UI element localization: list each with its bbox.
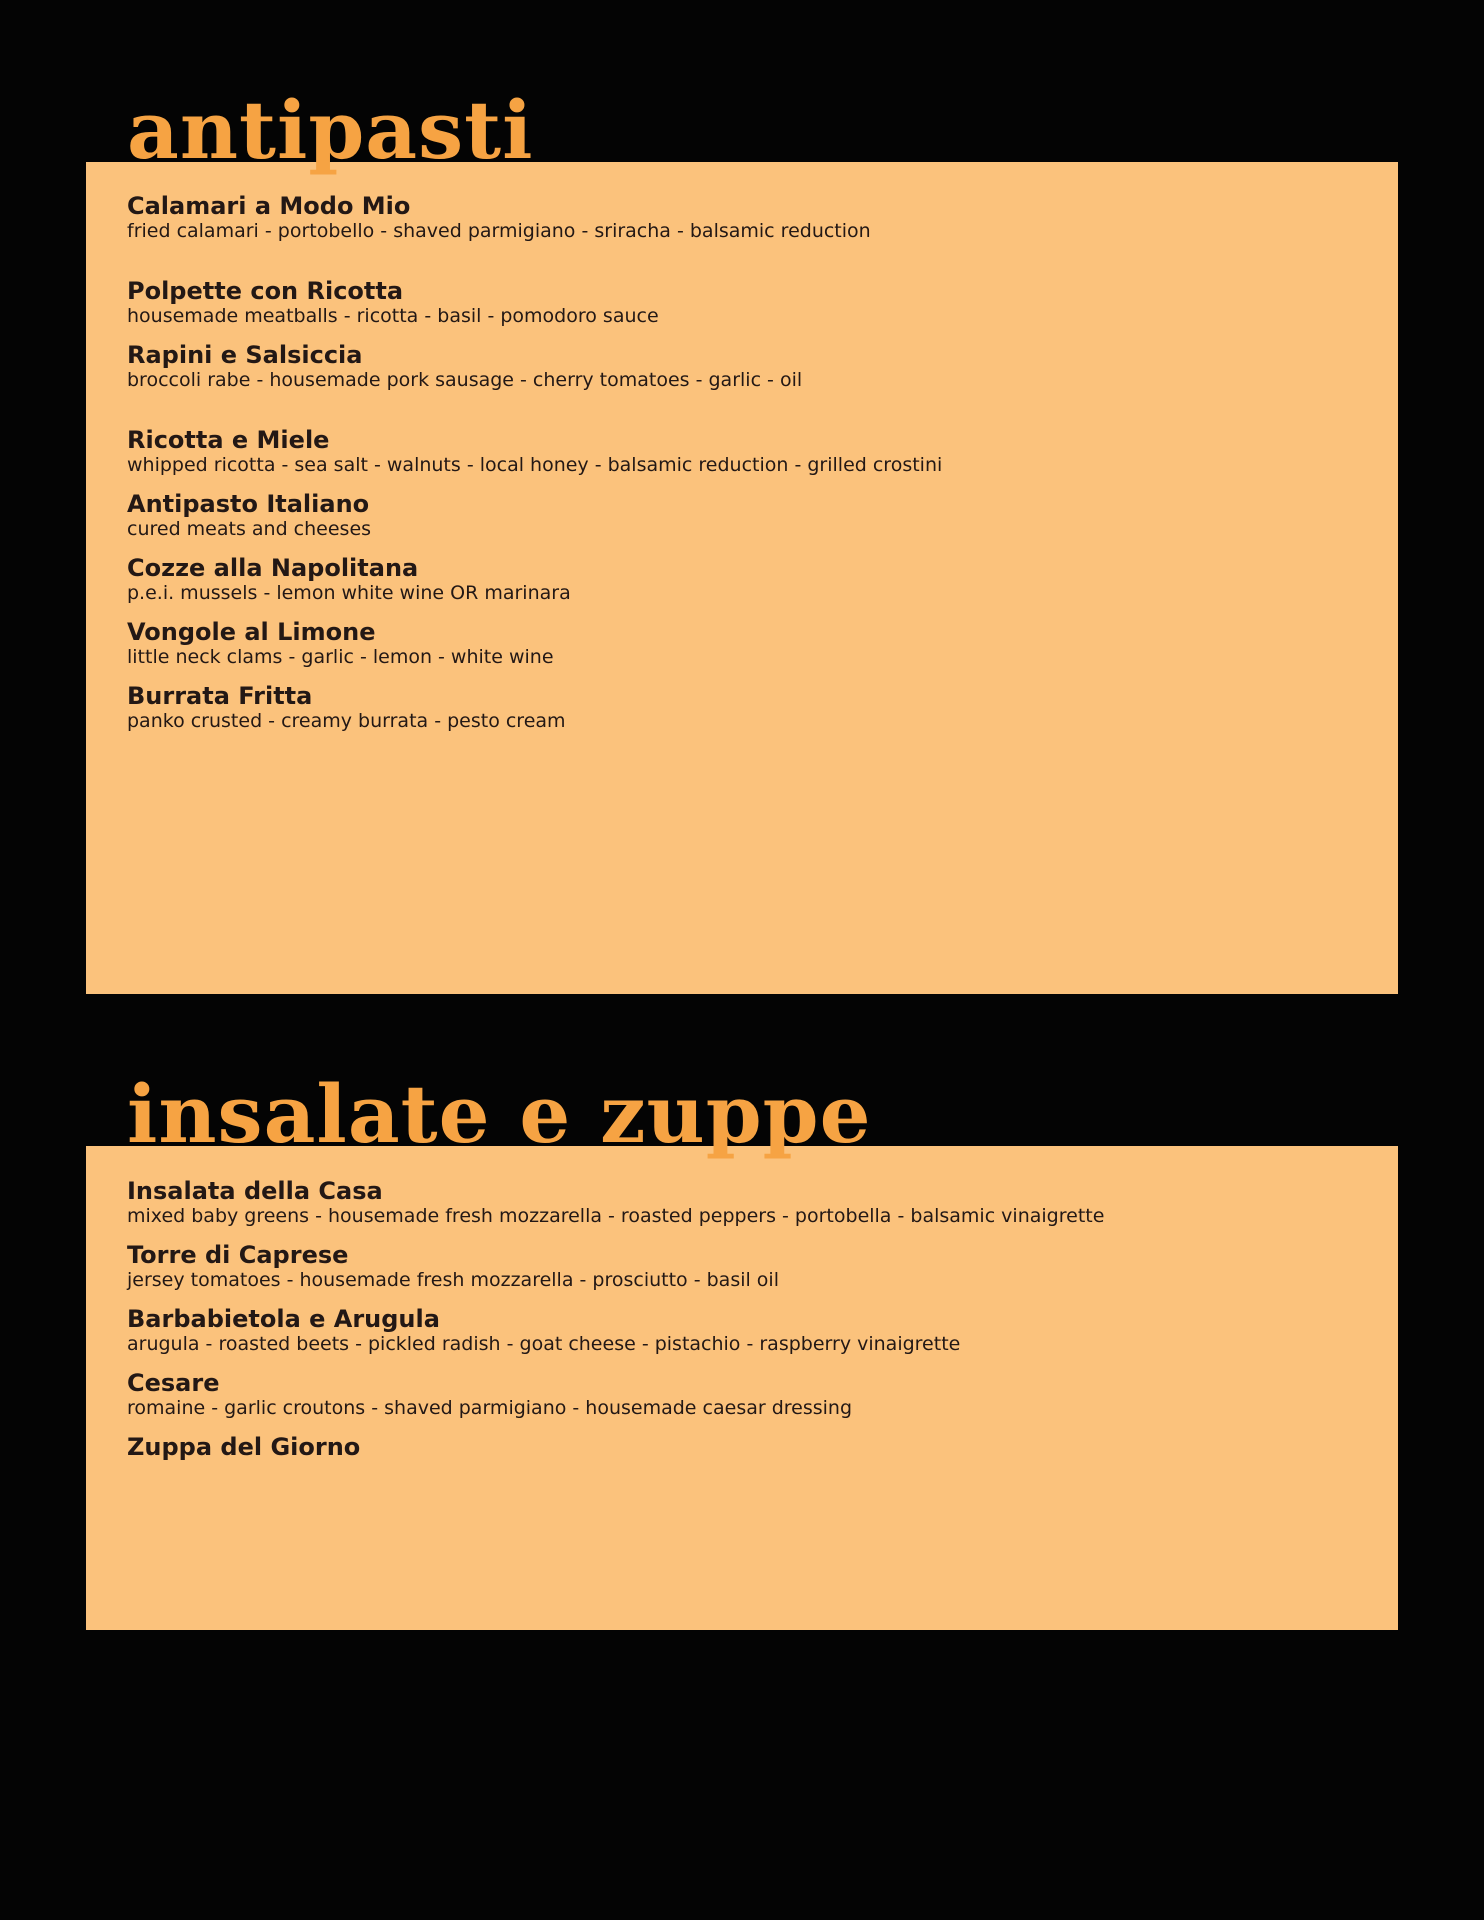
menu-item-name: Barbabietola e Arugula [127,1305,440,1333]
insalate-menu-list [127,1177,1347,1474]
menu-item-ricotta [127,426,1347,477]
menu-item-name: Calamari a Modo Mio [127,192,411,220]
antipasti-heading: antipasti [127,83,534,177]
menu-item-rapini [127,341,1347,392]
menu-item-description: little neck clams - garlic - lemon - white wine [127,646,554,668]
menu-item-description: mixed baby greens - housemade fresh mozzarella - roasted peppers - portobella - balsamic vinaigrette [127,1205,1105,1227]
menu-item-name: Torre di Caprese [127,1241,349,1269]
menu-item-cozze [127,554,1347,605]
menu-item-name: Cozze alla Napolitana [127,554,419,582]
menu-item-description: romaine - garlic croutons - shaved parmigiano - housemade caesar dressing [127,1397,853,1419]
menu-item-name: Cesare [127,1369,220,1397]
menu-item-description: housemade meatballs - ricotta - basil - pomodoro sauce [127,305,659,327]
menu-item-name: Antipasto Italiano [127,490,370,518]
menu-item-description: panko crusted - creamy burrata - pesto cream [127,710,566,732]
menu-item-description: p.e.i. mussels - lemon white wine OR marinara [127,582,571,604]
menu-item-cesare [127,1369,1347,1420]
menu-item-description: cured meats and cheeses [127,518,372,540]
menu-item-description: fried calamari - portobello - shaved parmigiano - sriracha - balsamic reduction [127,220,871,242]
menu-item-name: Polpette con Ricotta [127,277,404,305]
menu-item-zuppa [127,1433,1347,1461]
menu-item-name: Vongole al Limone [127,618,376,646]
menu-item-name: Burrata Fritta [127,682,313,710]
menu-item-polpette [127,277,1347,328]
menu-item-burrata [127,682,1347,733]
menu-item-name: Ricotta e Miele [127,426,330,454]
menu-item-insalata-casa [127,1177,1347,1228]
menu-item-description: arugula - roasted beets - pickled radish - goat cheese - pistachio - raspberry vinaigrette [127,1333,961,1355]
menu-item-name: Zuppa del Giorno [127,1433,361,1461]
menu-item-caprese [127,1241,1347,1292]
antipasti-menu-list [127,192,1347,746]
menu-item-barbabietola [127,1305,1347,1356]
menu-item-vongole [127,618,1347,669]
menu-item-description: broccoli rabe - housemade pork sausage - cherry tomatoes - garlic - oil [127,369,803,391]
menu-item-calamari [127,192,1347,243]
insalate-heading: insalate e zuppe [127,1067,872,1161]
menu-item-name: Rapini e Salsiccia [127,341,363,369]
menu-item-description: whipped ricotta - sea salt - walnuts - local honey - balsamic reduction - grilled crostini [127,454,943,476]
menu-item-name: Insalata della Casa [127,1177,383,1205]
menu-item-description: jersey tomatoes - housemade fresh mozzarella - prosciutto - basil oil [127,1269,779,1291]
menu-item-antipasto [127,490,1347,541]
